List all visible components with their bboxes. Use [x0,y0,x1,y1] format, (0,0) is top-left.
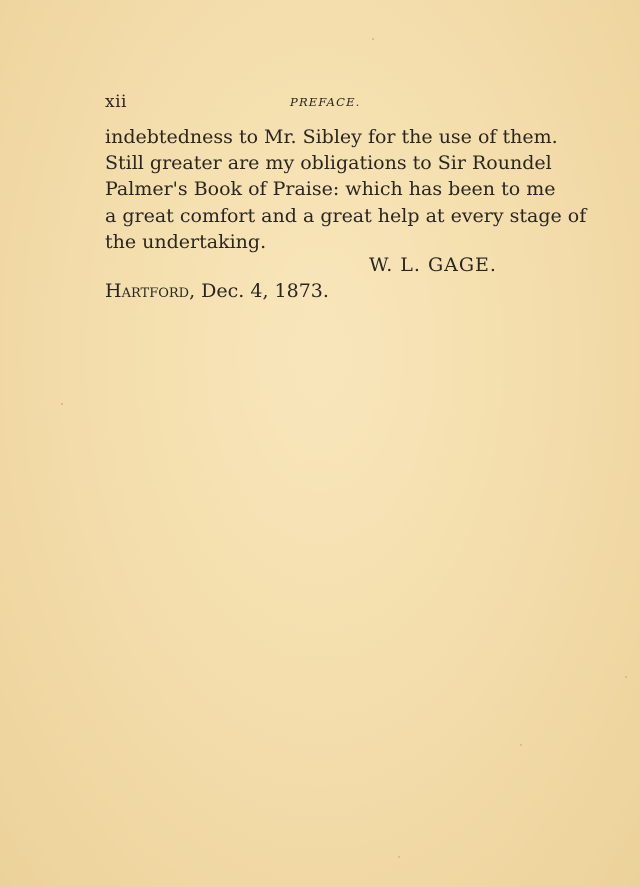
page-header [105,92,525,116]
paper-speck [625,676,627,678]
paragraph-line: Still greater are my obligations to Sir Roundel [105,152,552,175]
paragraph-line: the undertaking. [105,230,267,253]
paragraph-line: a great comfort and a great help at every stage of [105,204,587,227]
dateline [105,280,329,302]
paper-speck [61,403,63,405]
author-signature: W. L. GAGE. [369,254,497,276]
paragraph-line: indebtedness to Mr. Sibley for the use of them. [105,126,558,148]
paragraph-line: Palmer's Book of Praise: which has been to me [105,178,556,201]
running-head: PREFACE. [290,95,361,109]
preface-paragraph [105,124,587,255]
paper-speck [520,744,522,746]
dateline-date: , Dec. 4, 1873. [189,280,329,302]
page-number: xii [105,92,127,112]
paper-speck [398,856,400,858]
dateline-place: Hartford [105,280,190,302]
paper-speck [372,38,374,40]
